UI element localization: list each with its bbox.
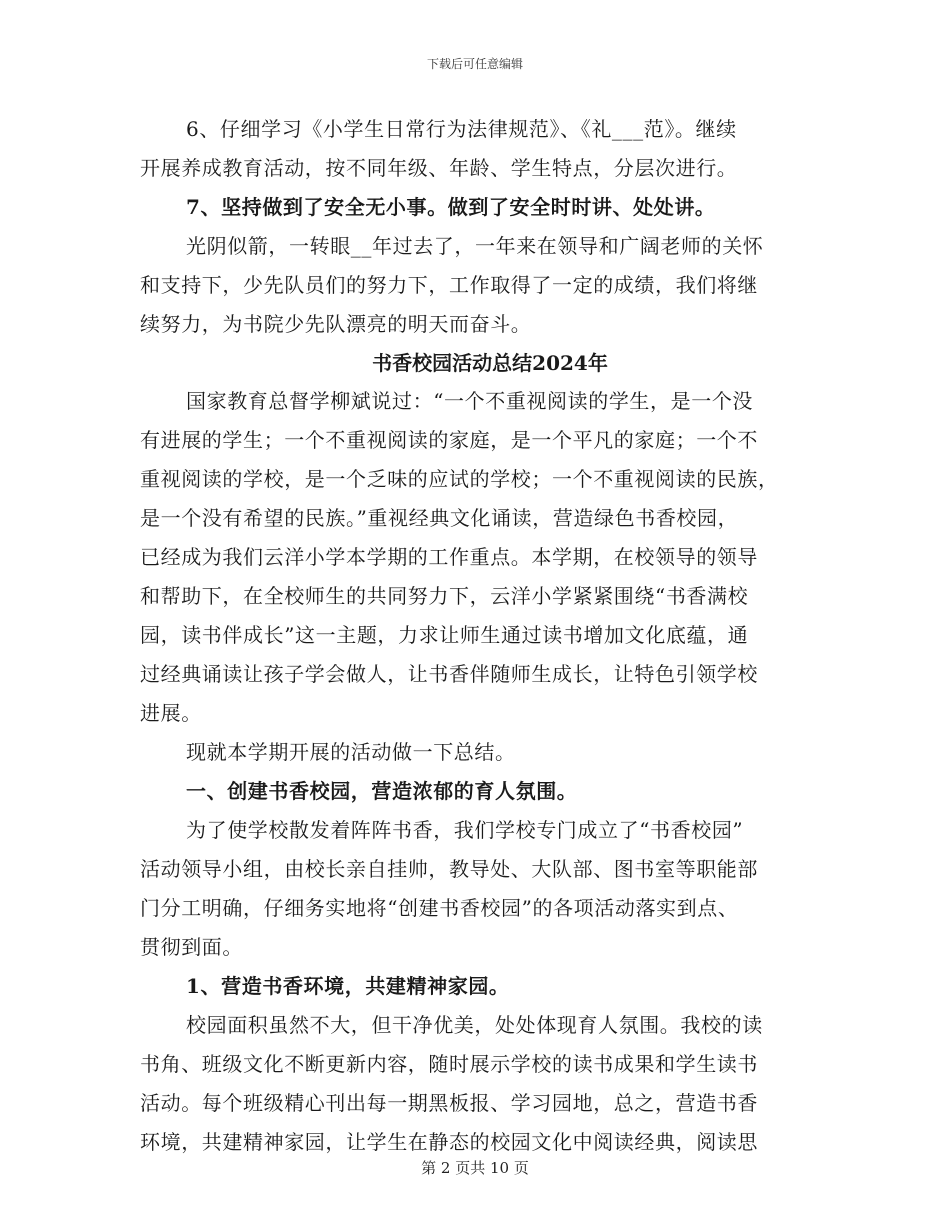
paragraph-line: 光阴似箭，一转眼__年过去了，一年来在领导和广阔老师的关怀	[186, 234, 764, 258]
paragraph-line: 和支持下，少先队员们的努力下，工作取得了一定的成绩，我们将继	[140, 273, 758, 297]
paragraph-line: 开展养成教育活动，按不同年级、年龄、学生特点，分层次进行。	[140, 156, 738, 180]
subsection-heading-1: 1、营造书香环境，共建精神家园。	[186, 974, 510, 998]
page-number-footer: 第 2 页共 10 页	[421, 1159, 529, 1177]
paragraph-line: 重视阅读的学校，是一个乏味的应试的学校；一个不重视阅读的民族，	[140, 467, 779, 491]
section-heading-1: 一、创建书香校园，营造浓郁的育人氛围。	[186, 779, 578, 803]
paragraph-line: 活动。每个班级精心刊出每一期黑板报、学习园地，总之，营造书香	[140, 1091, 758, 1115]
paragraph-line: 贯彻到面。	[140, 935, 243, 959]
bold-item-heading: 7、坚持做到了安全无小事。做到了安全时时讲、处处讲。	[186, 195, 716, 219]
paragraph-line: 过经典诵读让孩子学会做人，让书香伴随师生成长，让特色引领学校	[140, 662, 758, 686]
paragraph-line: 园，读书伴成长”这一主题，力求让师生通过读书增加文化底蕴，通	[140, 623, 749, 647]
paragraph-line: 续努力，为书院少先队漂亮的明天而奋斗。	[140, 312, 532, 336]
paragraph-line: 有进展的学生；一个不重视阅读的家庭，是一个平凡的家庭；一个不	[140, 428, 758, 452]
section-title: 书香校园活动总结2024年	[372, 351, 608, 375]
paragraph-line: 活动领导小组，由校长亲自挂帅，教导处、大队部、图书室等职能部	[140, 857, 758, 881]
paragraph-line: 和帮助下，在全校师生的共同努力下，云洋小学紧紧围绕“书香满校	[140, 584, 749, 608]
paragraph-line: 国家教育总督学柳斌说过：“一个不重视阅读的学生，是一个没	[186, 389, 754, 413]
paragraph-line: 进展。	[140, 701, 202, 725]
document-body	[140, 110, 810, 1162]
paragraph-line: 校园面积虽然不大，但干净优美，处处体现育人氛围。我校的读	[186, 1013, 763, 1037]
header-note: 下载后可任意编辑	[426, 57, 523, 71]
paragraph-line: 6、仔细学习《小学生日常行为法律规范》、《礼___范》。继续	[186, 117, 737, 141]
paragraph-line: 门分工明确，仔细务实地将“创建书香校园”的各项活动落实到点、	[140, 896, 739, 920]
paragraph-line: 环境，共建精神家园，让学生在静态的校园文化中阅读经典，阅读思	[140, 1130, 758, 1154]
paragraph-line: 书角、班级文化不断更新内容，随时展示学校的读书成果和学生读书	[140, 1052, 758, 1076]
paragraph-line: 是一个没有希望的民族。”重视经典文化诵读，营造绿色书香校园，	[140, 506, 739, 530]
paragraph-line: 已经成为我们云洋小学本学期的工作重点。本学期，在校领导的领导	[140, 545, 758, 569]
paragraph-line: 为了使学校散发着阵阵书香，我们学校专门成立了“书香校园”	[186, 818, 744, 842]
paragraph-line: 现就本学期开展的活动做一下总结。	[186, 740, 516, 764]
